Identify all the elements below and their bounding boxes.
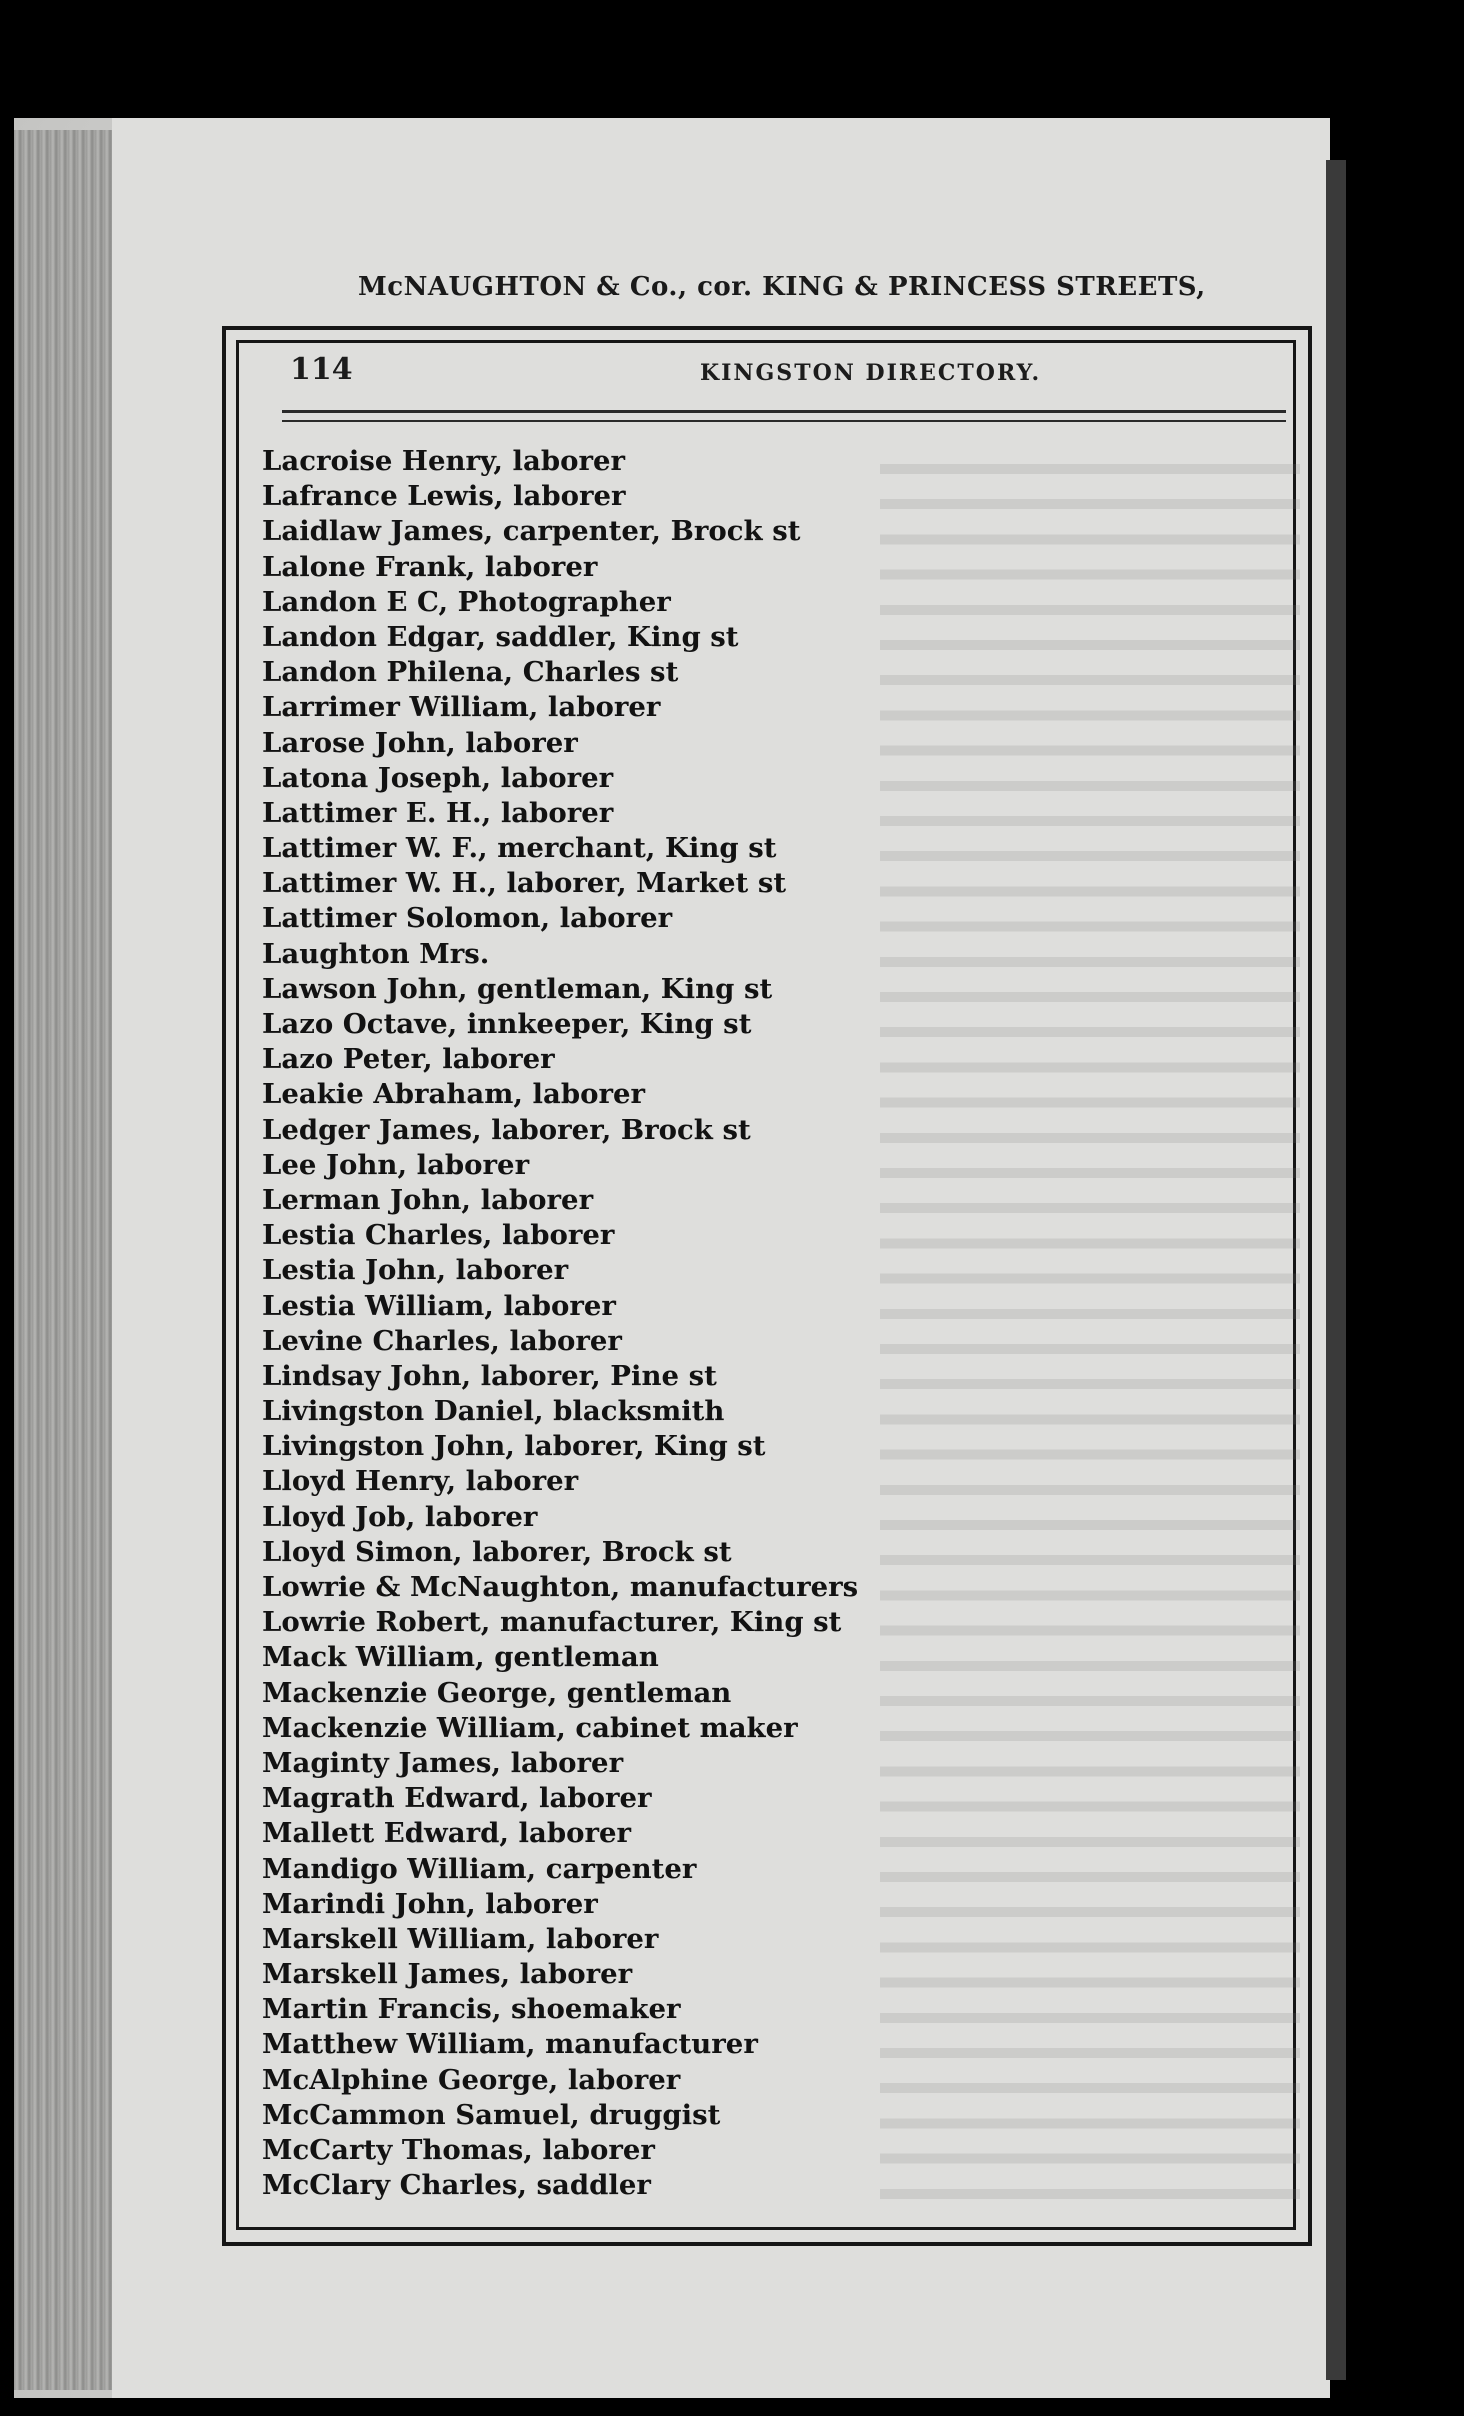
- directory-entry: Lowrie & McNaughton, manufacturers: [262, 1572, 859, 1603]
- directory-entry: Lattimer E. H., laborer: [262, 797, 614, 829]
- directory-entry: Latona Joseph, laborer: [262, 762, 614, 794]
- directory-entry: Mack William, gentleman: [262, 1642, 659, 1674]
- directory-entry: Martin Francis, shoemaker: [262, 1994, 681, 2026]
- directory-entry: Lawson John, gentleman, King st: [262, 973, 773, 1005]
- header-rule-bottom: [282, 420, 1286, 422]
- directory-entry: McAlphine George, laborer: [262, 2064, 681, 2096]
- directory-entry: Ledger James, laborer, Brock st: [262, 1114, 751, 1146]
- directory-entry: Livingston Daniel, blacksmith: [262, 1396, 725, 1428]
- directory-entry: Lloyd Job, laborer: [262, 1501, 538, 1533]
- directory-entry-list: [262, 444, 1022, 2203]
- directory-entry: Marindi John, laborer: [262, 1888, 598, 1920]
- book-spine: [14, 130, 114, 2390]
- directory-entry: Lloyd Henry, laborer: [262, 1466, 579, 1498]
- directory-entry: Magrath Edward, laborer: [262, 1783, 652, 1815]
- directory-entry: Larose John, laborer: [262, 727, 578, 759]
- directory-entry: McCarty Thomas, laborer: [262, 2135, 655, 2166]
- directory-entry: Lindsay John, laborer, Pine st: [262, 1360, 717, 1392]
- directory-entry: Lestia Charles, laborer: [262, 1220, 615, 1252]
- directory-entry: Lee John, laborer: [262, 1149, 530, 1181]
- directory-entry: Matthew William, manufacturer: [262, 2029, 758, 2061]
- directory-entry: Laidlaw James, carpenter, Brock st: [262, 516, 801, 548]
- directory-entry: Landon Philena, Charles st: [262, 657, 679, 689]
- directory-entry: Larrimer William, laborer: [262, 692, 661, 724]
- directory-entry: Marskell James, laborer: [262, 1959, 633, 1991]
- directory-entry: Livingston John, laborer, King st: [262, 1431, 766, 1463]
- directory-entry: Lazo Octave, innkeeper, King st: [262, 1009, 752, 1040]
- directory-entry: Lerman John, laborer: [262, 1184, 594, 1216]
- directory-entry: Lattimer W. H., laborer, Market st: [262, 868, 787, 900]
- directory-entry: Landon E C, Photographer: [262, 586, 671, 618]
- directory-entry: Maginty James, laborer: [262, 1747, 624, 1779]
- directory-entry: Mackenzie George, gentleman: [262, 1677, 732, 1709]
- directory-entry: Leakie Abraham, laborer: [262, 1079, 646, 1111]
- directory-entry: Levine Charles, laborer: [262, 1325, 622, 1357]
- directory-entry: McCammon Samuel, druggist: [262, 2099, 721, 2131]
- running-header: McNAUGHTON & Co., cor. KING & PRINCESS STREETS,: [358, 272, 1206, 302]
- directory-entry: Lafrance Lewis, laborer: [262, 481, 626, 513]
- directory-entry: Lattimer Solomon, laborer: [262, 903, 673, 935]
- directory-entry: Landon Edgar, saddler, King st: [262, 621, 739, 653]
- page-title: KINGSTON DIRECTORY.: [700, 360, 1042, 386]
- directory-entry: Mandigo William, carpenter: [262, 1853, 697, 1885]
- page-number: 114: [290, 352, 353, 387]
- directory-entry: Lestia William, laborer: [262, 1290, 616, 1322]
- page-edge-shadow: [1326, 160, 1346, 2380]
- header-rule-top: [282, 410, 1286, 413]
- directory-entry: Lowrie Robert, manufacturer, King st: [262, 1607, 842, 1639]
- directory-entry: Lattimer W. F., merchant, King st: [262, 833, 777, 865]
- directory-entry: Lacroise Henry, laborer: [262, 446, 626, 477]
- directory-entry: Lloyd Simon, laborer, Brock st: [262, 1536, 732, 1568]
- directory-entry: Lalone Frank, laborer: [262, 551, 598, 583]
- directory-entry: Mackenzie William, cabinet maker: [262, 1712, 798, 1744]
- directory-entry: Mallett Edward, laborer: [262, 1818, 632, 1850]
- directory-entry: McClary Charles, saddler: [262, 2170, 651, 2202]
- directory-entry: Laughton Mrs.: [262, 938, 490, 970]
- directory-entry: Lestia John, laborer: [262, 1255, 569, 1287]
- directory-entry: Lazo Peter, laborer: [262, 1044, 555, 1076]
- directory-entry: Marskell William, laborer: [262, 1923, 659, 1955]
